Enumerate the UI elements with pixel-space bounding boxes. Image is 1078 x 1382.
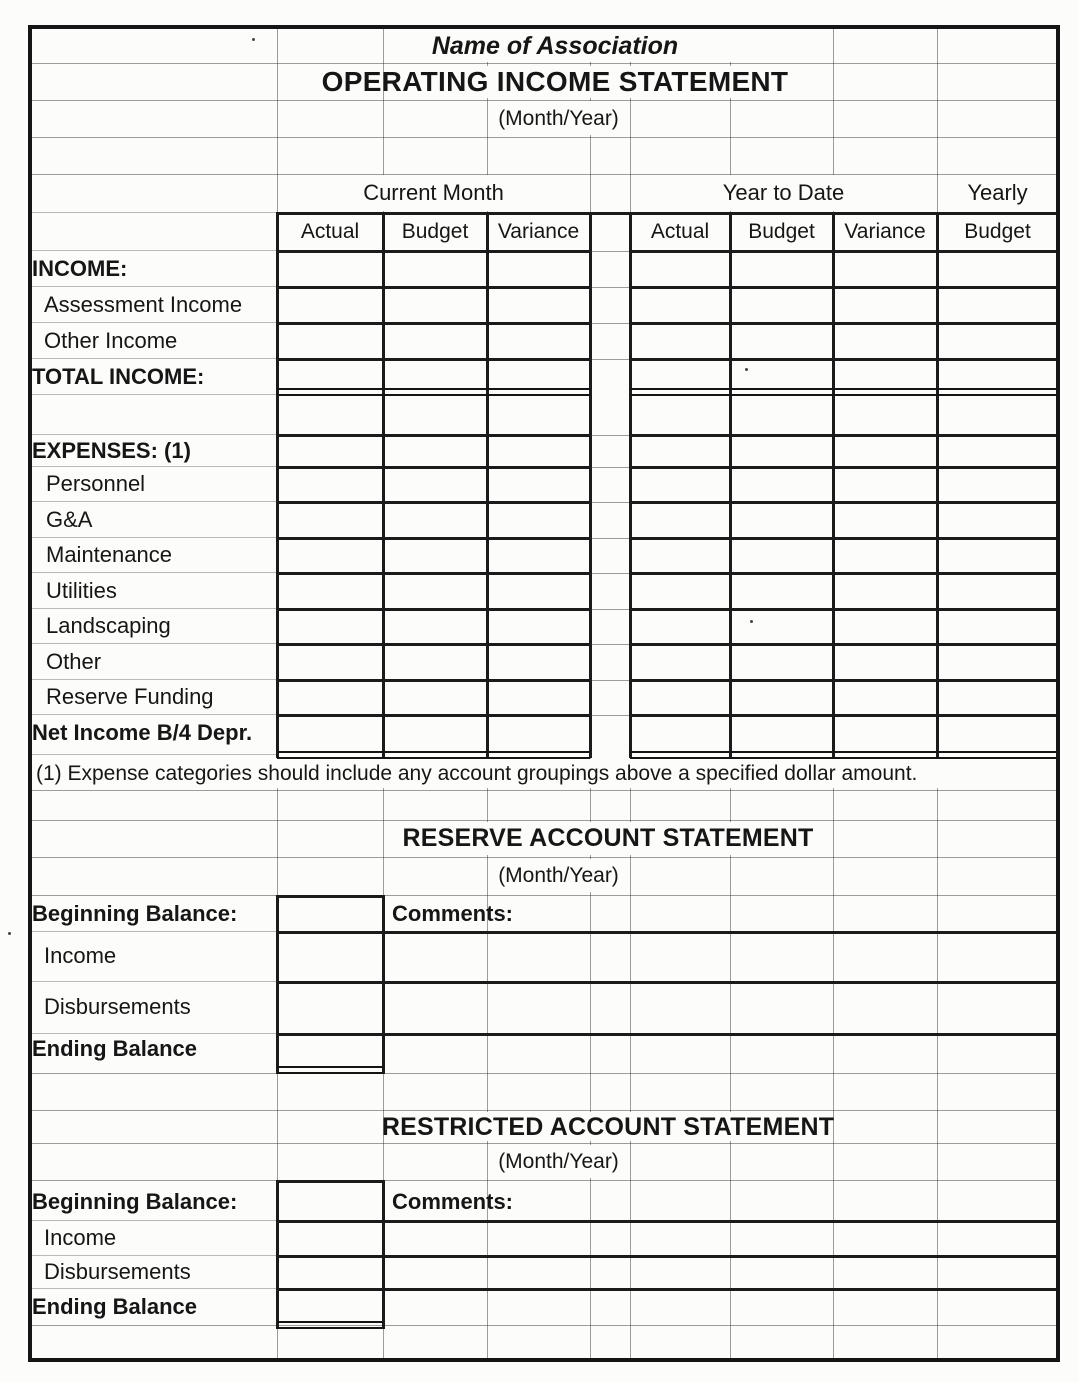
reserve-month-year-placeholder: (Month/Year) bbox=[498, 864, 619, 887]
group-header-yearly: Yearly bbox=[967, 180, 1028, 205]
month-year-placeholder: (Month/Year) bbox=[498, 107, 619, 130]
expense-footnote: (1) Expense categories should include any account groupings above a specified dollar amount. bbox=[36, 762, 918, 785]
restricted-row-label-ending-balance: Ending Balance bbox=[32, 1294, 198, 1319]
row-label-ga: G&A bbox=[46, 506, 93, 532]
reserve-row-label-beginning-balance: Beginning Balance: bbox=[32, 900, 238, 926]
reserve-comments-label: Comments: bbox=[392, 900, 514, 926]
restricted-row-label-disbursements: Disbursements bbox=[44, 1259, 191, 1284]
reserve-account-title: RESERVE ACCOUNT STATEMENT bbox=[402, 824, 814, 852]
row-label-expenses: EXPENSES: (1) bbox=[32, 437, 191, 463]
operating-income-statement-title: OPERATING INCOME STATEMENT bbox=[321, 66, 789, 97]
column-header-actual-ytd: Actual bbox=[650, 220, 710, 243]
reserve-row-label-ending-balance: Ending Balance bbox=[32, 1036, 198, 1061]
column-header-budget-yearly: Budget bbox=[964, 220, 1031, 243]
row-label-other: Other bbox=[46, 648, 102, 674]
group-header-year-to-date: Year to Date bbox=[722, 180, 845, 205]
group-header-current-month: Current Month bbox=[363, 180, 504, 205]
restricted-row-label-beginning-balance: Beginning Balance: bbox=[32, 1188, 238, 1214]
row-label-personnel: Personnel bbox=[46, 471, 146, 496]
restricted-row-label-income: Income bbox=[44, 1225, 117, 1250]
restricted-account-title: RESTRICTED ACCOUNT STATEMENT bbox=[381, 1112, 835, 1141]
column-header-actual-cm: Actual bbox=[300, 220, 360, 243]
row-label-income: INCOME: bbox=[32, 255, 128, 281]
row-label-landscaping: Landscaping bbox=[46, 613, 171, 638]
ink-speck bbox=[750, 620, 753, 623]
row-label-reserve-funding: Reserve Funding bbox=[46, 684, 214, 709]
row-label-assessment-income: Assessment Income bbox=[44, 291, 243, 317]
reserve-row-label-disbursements: Disbursements bbox=[44, 994, 191, 1019]
row-label-utilities: Utilities bbox=[46, 577, 117, 603]
restricted-comments-label: Comments: bbox=[392, 1188, 514, 1214]
ink-speck bbox=[252, 38, 255, 41]
restricted-month-year-placeholder: (Month/Year) bbox=[498, 1149, 619, 1173]
row-label-maintenance: Maintenance bbox=[46, 542, 172, 567]
association-name-title: Name of Association bbox=[431, 31, 679, 60]
column-header-variance-ytd: Variance bbox=[844, 220, 926, 243]
column-header-variance-cm: Variance bbox=[497, 220, 580, 243]
ink-speck bbox=[745, 368, 748, 371]
reserve-row-label-income: Income bbox=[44, 943, 117, 968]
column-header-budget-cm: Budget bbox=[401, 220, 469, 243]
ink-speck bbox=[8, 932, 11, 935]
row-label-other-income: Other Income bbox=[44, 327, 178, 353]
row-label-total-income: TOTAL INCOME: bbox=[32, 363, 205, 389]
row-label-net-income: Net Income B/4 Depr. bbox=[32, 720, 253, 745]
column-header-budget-ytd: Budget bbox=[748, 220, 815, 243]
